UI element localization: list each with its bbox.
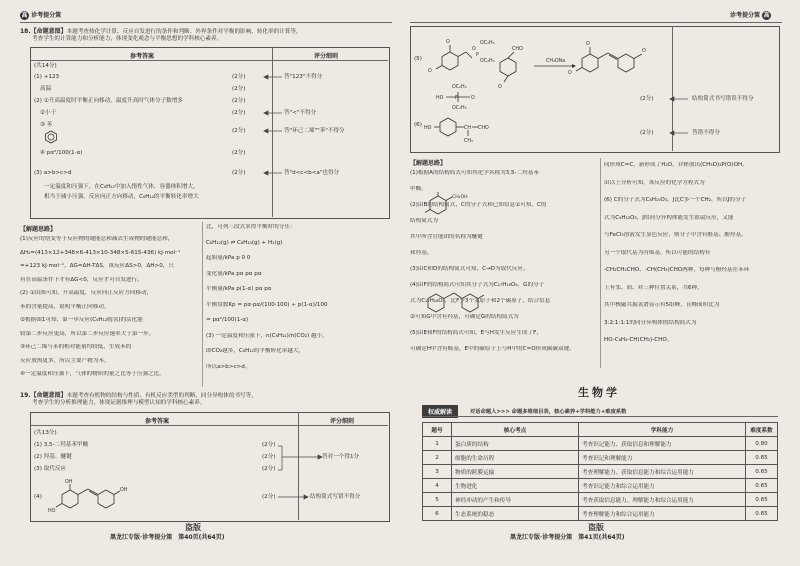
analysis-line: (3) 一定温度和压强下，n(C₆H₁₂)/n(CO₂) 越小， <box>206 332 328 339</box>
q18-line-5: ③ 苯 <box>40 122 53 128</box>
brand-logo-icon-right: 高 <box>763 12 770 19</box>
brand-name-right: 诊考提分策 <box>730 12 761 19</box>
header-rule <box>20 22 392 23</box>
row-ability: 考查获取信息能力、理解能力和综合运用能力 <box>579 493 746 507</box>
row-topic: 神经冲动的产生和传导 <box>452 493 579 507</box>
left-header <box>20 10 61 20</box>
right-stamp: 盗版 <box>588 523 604 532</box>
svg-text:O: O <box>471 96 475 101</box>
q18-note-5: 答"环己二烯""苯"不得分 <box>284 128 345 134</box>
analysis19-column-rule <box>600 158 601 368</box>
authority-band: 权威解读 <box>422 405 458 418</box>
analysis-head: 【解题思路】 <box>20 226 57 233</box>
q18-line-3: (2) ①升高温度时平衡正向移动，温度升高时气体分子数增多 <box>34 98 183 104</box>
analysis-line: 另一个取代基为丙烯基，所以可能的结构有 <box>604 249 711 256</box>
q19-reaction-scheme <box>422 30 667 110</box>
svg-text:O: O <box>586 42 590 47</box>
analysis-line: ②可知G中含有羟基，可确定G的结构简式为 <box>410 314 519 320</box>
section-tagline: 对话命题人>>> 命题多维细目表，核心素养+学科能力+难度系数 <box>470 409 627 415</box>
svg-text:P: P <box>476 53 479 58</box>
q19-line-1: (1) 3,5-二羟基苯甲酸 <box>34 442 89 448</box>
row-difficulty: 0.65 <box>746 451 778 465</box>
col-topic: 核心考点 <box>452 423 579 437</box>
q19-line-4: (4) <box>34 494 42 500</box>
svg-text:O: O <box>472 47 476 52</box>
q18-answer-head: 参考答案 <box>130 53 155 60</box>
right-page <box>400 0 800 566</box>
q18-intro-1: 18.【命题意图】本题考查热化学计算、反应自发进行的条件和判断、外界条件对平衡的影响、转化率的计算等， <box>20 28 302 35</box>
table-head-rule <box>30 60 388 61</box>
q18-line-6: ④ pα²/100(1-α) <box>40 150 83 156</box>
right-footer: 黑龙江专版·诊考提分策 第41页(共64页) <box>510 534 625 541</box>
q18-score-6: (2分) <box>232 150 246 156</box>
row-ability: 考查识记能力、获取信息和理解能力 <box>579 437 746 451</box>
q18-score-5: (2分) <box>232 128 246 134</box>
q19-intro-1: 19.【命题意图】本题考查有机物的结构与性质、有机反应类型的判断、同分异构体的书写等， <box>20 392 257 399</box>
analysis-line: (1)反应的焓变等于反应物的键能总和减去生成物的键能总和， <box>20 236 174 242</box>
q19-score-5: (2分) <box>640 96 654 102</box>
analysis-line: (5)由E和F的结构简式可知，E与H发生反应生成了F， <box>410 330 542 336</box>
analysis-line: 苯的含量提高，说明平衡正向移动。 <box>20 303 110 310</box>
svg-text:P: P <box>455 96 458 101</box>
q18-line-1: (1) +123 <box>34 74 60 80</box>
row-topic: 细胞的生命历程 <box>452 451 579 465</box>
row-topic: 蛋白质的结构 <box>452 437 579 451</box>
svg-text:HO: HO <box>424 126 432 131</box>
q19-answer-head: 参考答案 <box>145 418 170 425</box>
analysis-line: 其中所含官能团的名称为醚键 <box>410 234 483 240</box>
reagent-label: CH₃ONa <box>546 59 566 64</box>
analysis-column-rule <box>202 222 203 387</box>
table-row <box>423 437 778 451</box>
analysis-structure-g <box>424 286 494 318</box>
q18-note-1: 答"123"不得分 <box>284 74 323 80</box>
analysis-line: 与FeCl₃溶液发生显色反应，则分子中含有醛基、酚羟基， <box>604 232 747 238</box>
svg-text:OC₂H₅: OC₂H₅ <box>480 41 495 46</box>
section-title-biology: 生物学 <box>578 386 620 399</box>
q19-table-head-rule <box>30 425 388 426</box>
analysis-line: 结构简式为 <box>410 218 438 224</box>
q18-total: (共14分) <box>34 63 57 69</box>
q18-score-7: (2分) <box>232 170 246 176</box>
bio-table-header <box>423 423 778 437</box>
table-row <box>423 451 778 465</box>
analysis-line: (4)由F的结构简式可知其分子式为C₁₇H₁₆O₄，G的分子 <box>410 282 545 288</box>
svg-text:O: O <box>428 69 432 74</box>
analysis-line: HO-C₆H₄-CH(CH₃)-CHO。 <box>604 337 673 343</box>
analysis-line: 平衡常数Kp = pα·pα/(100·100) ÷ p(1-α)/100 <box>206 301 328 308</box>
q18-intro-2: 考查学生的计算能力和分析能力，体现变化观念与平衡思想的学科核心素养。 <box>32 36 223 42</box>
analysis-line: 由以上分析可知，该反应的化学方程式为 <box>604 179 705 186</box>
svg-text:CH₃: CH₃ <box>464 139 473 144</box>
cho-label-2: CHO <box>478 126 489 131</box>
row-difficulty: 0.65 <box>746 479 778 493</box>
band-rule <box>422 416 778 417</box>
row-topic: 生态系统的稳态 <box>452 507 579 521</box>
q18-note-4: 答"<"不得分 <box>284 110 317 116</box>
rubric-arrows <box>262 66 284 196</box>
row-number: 3 <box>423 465 452 479</box>
table-row <box>423 493 778 507</box>
right-header <box>730 10 771 20</box>
analysis-line: 甲酸。 <box>410 186 427 192</box>
q18-score-2: (2分) <box>232 86 246 92</box>
analysis-line: (1)根据A的结构简式可知其化学名称为3,5-二羟基苯 <box>410 170 539 176</box>
q19-total: (共13分) <box>34 430 57 436</box>
q18-score-4: (2分) <box>232 110 246 116</box>
header-rule-right <box>410 22 782 23</box>
analysis-line: C₆H₁₂(g) ⇌ C₆H₁₀(g) + H₂(g) <box>206 239 283 246</box>
svg-text:OC₂H₅: OC₂H₅ <box>452 106 467 111</box>
analysis-line: (2) ①由图可知，升高温度，反应向正反应方向移动， <box>20 290 153 296</box>
q19-note-1: 答对一个得1分 <box>322 454 360 460</box>
col-ability: 学科能力 <box>579 423 746 437</box>
analysis-line: = pα²/100(1-α) <box>206 317 249 323</box>
row-difficulty: 0.80 <box>746 437 778 451</box>
q19-score-4: (2分) <box>262 494 276 500</box>
q18-score-3: (2分) <box>232 98 246 104</box>
svg-text:O: O <box>498 85 502 90</box>
q19-note-6: 答错不得分 <box>692 130 720 136</box>
brand-logo-icon: 高 <box>21 12 28 19</box>
analysis-line: 所以a>b>c>d。 <box>206 363 251 370</box>
analysis-line: =+123 kJ·mol⁻¹，ΔG=ΔH-TΔS，该反应ΔS>0，ΔH>0，只 <box>20 263 174 269</box>
row-difficulty: 0.65 <box>746 465 778 479</box>
table-row <box>423 479 778 493</box>
analysis-line: (2)由B的结构简式，C的分子式和已知信息①可知，C的 <box>410 202 547 208</box>
cho-label: CHO <box>512 47 523 52</box>
q19-part6-label: (6) <box>414 122 422 128</box>
analysis-structure-c <box>422 192 472 218</box>
table-row <box>423 507 778 521</box>
analysis-line: 上有邻、间、对三种位置关系，共6种。 <box>604 284 703 291</box>
svg-text:HO: HO <box>436 96 444 101</box>
svg-text:OC₂H₅: OC₂H₅ <box>480 59 495 64</box>
q18-line-8: 一定温度和压强下，在C₆H₁₂中加入惰性气体，容器体积增大， <box>44 184 199 190</box>
analysis-line: (3)由C和D的结构简式可知，C→D为取代反应。 <box>410 266 529 272</box>
q18-rubric-head: 评分细则 <box>314 53 339 60</box>
row-ability: 考查识记和理解能力 <box>579 451 746 465</box>
analysis-line: 反应放热更多，所以主要产物为苯。 <box>20 357 110 364</box>
left-stamp: 盗版 <box>185 523 201 532</box>
q19-score-6: (2分) <box>640 130 654 136</box>
left-footer: 黑龙江专版·诊考提分策 第40页(共64页) <box>110 534 225 541</box>
q19-score-3: (2分) <box>262 466 276 472</box>
analysis-line: 即CO₂越多，C₆H₁₂的平衡转化率越大， <box>206 348 305 354</box>
svg-text:OH: OH <box>120 488 128 493</box>
analysis-line: 和羟基。 <box>410 250 433 256</box>
brand-name: 诊考提分策 <box>31 12 62 19</box>
q19-score-1: (2分) <box>262 442 276 448</box>
row-ability: 考查理解能力和综合运用能力 <box>579 507 746 521</box>
analysis-line: 比，可列三段式求得平衡时的分压： <box>206 224 296 230</box>
svg-text:CH: CH <box>464 126 471 131</box>
q19-part5-label: (5) <box>414 56 422 62</box>
row-difficulty: 0.65 <box>746 507 778 521</box>
row-ability: 考查理解能力、获取信息能力和综合运用能力 <box>579 465 746 479</box>
analysis-line: 平衡量/kPa p(1-α) pα pα <box>206 286 272 292</box>
row-number: 1 <box>423 437 452 451</box>
analysis-line: 式为C₉H₁₂O₃，J的同分异构体能发生银镜反应，又能 <box>604 214 734 221</box>
q18-line-9: 相当于减小压强，反应向正方向移动，C₆H₁₂的平衡转化率增大 <box>44 194 199 200</box>
col-number: 题号 <box>423 423 452 437</box>
analysis-line: 起始量/kPa p 0 0 <box>206 255 251 261</box>
choh-label: CH₂OH <box>452 195 468 200</box>
svg-text:O: O <box>568 71 572 76</box>
svg-text:O: O <box>642 49 646 54</box>
q19-line-3: (3) 取代反应 <box>34 466 67 472</box>
row-difficulty: 0.65 <box>746 493 778 507</box>
analysis-line: 较第二步反应更高，所以第二步反应速率大于第一步。 <box>20 330 155 337</box>
analysis-head: 【解题思路】 <box>410 160 447 167</box>
row-ability: 考查识记能力和综合运用能力 <box>579 479 746 493</box>
row-topic: 生物进化 <box>452 479 579 493</box>
svg-text:OH: OH <box>65 480 73 485</box>
svg-text:O: O <box>446 40 450 45</box>
analysis-line: ③环己二烯与苯的相对能量均较低，生成苯的 <box>20 344 132 350</box>
q18-line-7: (3) a>b>c>d <box>34 170 72 176</box>
row-topic: 物质的跨膜运输 <box>452 465 579 479</box>
analysis-line: ②根据图1可知，第一步反应(C₆H₁₂脱氢)的活化能 <box>20 317 143 323</box>
col-difficulty: 难度系数 <box>746 423 778 437</box>
row-number: 4 <box>423 479 452 493</box>
q18-line-4: ②小于 <box>40 110 57 116</box>
q19-score-2: (2分) <box>262 454 276 460</box>
analysis-line: -CH₂CH₂CHO、-CH(CH₃)CHO两种，每种与酚羟基在苯环 <box>604 267 750 273</box>
q19-note-4: 结构简式写错不得分 <box>310 494 361 500</box>
analysis-line: 式为C₁₇H₁₈O₃，比F少3个氢原子和2个碳原子，结合信息 <box>410 298 551 304</box>
svg-text:HO: HO <box>48 509 56 514</box>
row-number: 5 <box>423 493 452 507</box>
q18-line-2: 高温 <box>40 86 52 92</box>
q19-rubric-head: 评分细则 <box>330 418 355 425</box>
analysis-line: 有在高温条件下才有ΔG<0，反应才可自发进行。 <box>20 276 143 283</box>
analysis-line: ④一定温度和压强下，气体的物质的量之比等于压强之比。 <box>20 371 165 377</box>
q19-part6-structure <box>424 112 498 144</box>
row-number: 2 <box>423 451 452 465</box>
table-row <box>423 465 778 479</box>
analysis-line: 变化量/kPa pα pα pα <box>206 270 262 277</box>
q19-line-2: (2) 羟基、醚键 <box>34 454 72 460</box>
analysis-line: 其中核磁共振氢谱显示有5组峰，且峰面积比为 <box>604 302 720 308</box>
analysis-line: 同形成C=C，新形成了H₂O，并释放出(CH₃O)₂P(O)OH。 <box>604 162 748 168</box>
q19-rubric-arrows <box>276 446 300 500</box>
benzene-icon <box>44 130 58 144</box>
q19-note-5: 结构简式书写错误不得分 <box>692 96 754 102</box>
svg-text:OC₂H₅: OC₂H₅ <box>452 85 467 90</box>
q19-intro-2: 考查学生的分析推理能力，体现证据推理与模型认知的学科核心素养。 <box>32 400 206 406</box>
analysis-line: 3:2:1:1:1的同分异构体的结构简式为 <box>604 319 697 326</box>
q19-continued-arrows <box>668 96 692 136</box>
q18-note-7: 答"d<c<b<a"也得分 <box>284 170 340 176</box>
analysis-line: (6) C的分子式为C₈H₁₀O₃，J比C多一个CH₂，所以J的分子 <box>604 197 747 203</box>
analysis-line: 可确定H中含有醛基，E中的碳原子上与H中的C=O形成碳碳双键。 <box>410 346 575 352</box>
q19-structure-diagram <box>48 478 136 518</box>
row-number: 6 <box>423 507 452 521</box>
analysis-line: ΔH₁=(413×12+348×6-413×10-348×5-615-436) kJ·mol⁻¹ <box>20 249 181 256</box>
q18-score-1: (2分) <box>232 74 246 80</box>
bio-spec-table <box>422 422 778 521</box>
